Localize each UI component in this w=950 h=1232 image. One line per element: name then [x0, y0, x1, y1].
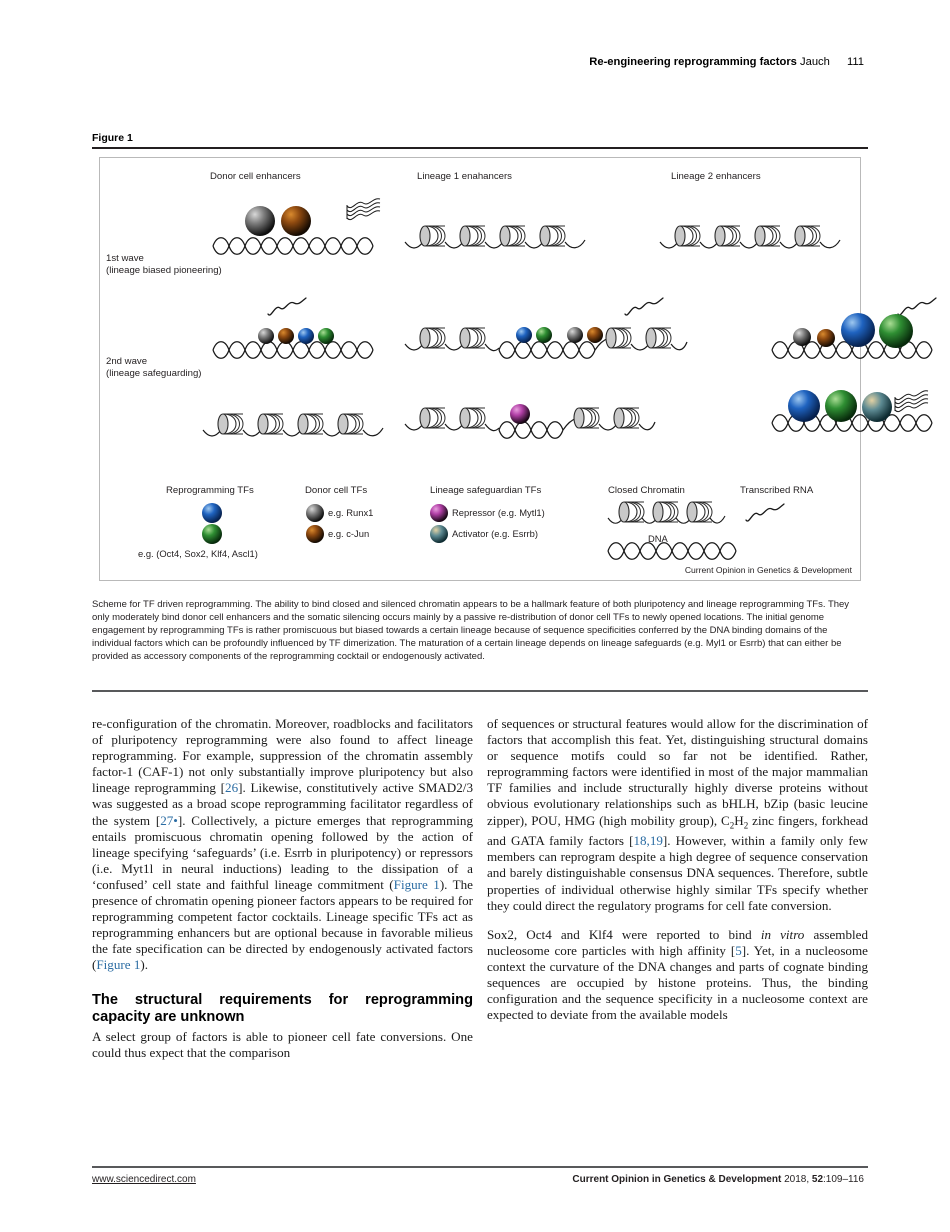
legend-dna-glyph	[608, 543, 736, 560]
citation-27[interactable]: 27•	[160, 812, 178, 828]
legend-title-donor-cell-tfs: Donor cell TFs	[305, 485, 368, 496]
wave-label-2-line2: (lineage safeguarding)	[106, 368, 202, 379]
rna-row2-lineage2	[898, 298, 936, 315]
sphere-row2-donor-green	[318, 328, 334, 344]
legend-title-lineage-safeguardian-tfs: Lineage safeguardian TFs	[430, 485, 542, 496]
figure-credit: Current Opinion in Genetics & Development	[684, 565, 852, 575]
right-paragraph-1	[487, 716, 868, 914]
legend-reprogramming-example: e.g. (Oct4, Sox2, Klf4, Ascl1)	[138, 548, 258, 559]
rna-bundle-row1	[347, 199, 380, 220]
sphere-row2-l2-grey	[793, 328, 811, 346]
legend-sphere-repressor	[430, 504, 448, 522]
figure-label: Figure 1	[92, 132, 133, 144]
sphere-row3-repressor-purple	[510, 404, 530, 424]
left-paragraph-2: A select group of factors is able to pioneer cell fate conversions. One could thus expect that the comparison	[92, 1028, 473, 1060]
sphere-row2-donor-brown	[278, 328, 294, 344]
footer-citation	[572, 1174, 864, 1185]
right-paragraph-2	[487, 927, 868, 1024]
wave-label-1-line1: 1st wave	[106, 253, 144, 264]
sphere-row2-l1-grey	[567, 327, 583, 343]
legend-label-dna: DNA	[648, 533, 668, 544]
legend-sphere-runx1	[306, 504, 324, 522]
running-head	[589, 56, 864, 68]
sphere-row2-l1-brown	[587, 327, 603, 343]
left-p1-c: ]. Collectively, a picture emerges that reprogramming entails promiscuous chromatin opening followed by the action of lineage specifying ‘safeguards’ (i.e. Esrrb in pluripotency) or repressors (i.e. Myt1l in neural inductions) leading to the dissipation of a ‘confused’ cell state and faithful lineage commitment (	[92, 812, 473, 892]
legend-item-runx1: e.g. Runx1	[328, 507, 374, 518]
figure-reference-1[interactable]: Figure 1	[393, 876, 440, 892]
wave-label-2-line1: 2nd wave	[106, 356, 148, 367]
legend-title-transcribed-rna: Transcribed RNA	[740, 485, 814, 496]
in-vitro-italic: in vitro	[760, 926, 805, 942]
body-column-left	[92, 716, 473, 1074]
sphere-donor-tf-grey	[245, 206, 275, 236]
figure-artwork	[100, 158, 862, 582]
footer-pages: :109–116	[823, 1174, 864, 1185]
row3-donor-chromatin	[203, 414, 383, 436]
legend-rna-glyph	[746, 504, 784, 521]
sphere-donor-tf-brown	[281, 206, 311, 236]
figure-column-header-lineage2: Lineage 2 enhancers	[671, 171, 761, 182]
legend-title-reprogramming-tfs: Reprogramming TFs	[166, 485, 254, 496]
citation-26[interactable]: 26	[225, 780, 239, 796]
legend-title-closed-chromatin: Closed Chromatin	[608, 485, 685, 496]
left-p1-d: ). The presence of chromatin opening pioneer factors appears to be required for reprogramming competent factor cocktails. Lineage specific TFs act as reprogramming enhancers but are optional because in favorable milieus the fate specification can be directed by endogenously activated factors (	[92, 876, 474, 973]
legend-item-activator: Activator (e.g. Esrrb)	[452, 528, 538, 539]
citation-18-19[interactable]: 18,19	[633, 833, 663, 849]
sphere-row2-donor-grey	[258, 328, 274, 344]
citation-5[interactable]: 5	[735, 942, 742, 958]
sphere-row2-donor-blue	[298, 328, 314, 344]
legend-sphere-reprogramming-blue	[202, 503, 222, 523]
sphere-row2-l2-blue	[841, 313, 875, 347]
footer-comma: ,	[806, 1174, 812, 1185]
caption-bottom-rule	[92, 690, 868, 692]
sphere-row2-l1-blue	[516, 327, 532, 343]
rna-bundle-row3	[895, 391, 928, 412]
footer-journal-name: Current Opinion in Genetics & Development	[572, 1174, 782, 1185]
legend-sphere-reprogramming-green	[202, 524, 222, 544]
footer-year: 2018	[784, 1174, 807, 1185]
left-p1-a: re-configuration of the chromatin. Moreover, roadblocks and facilitators of pluripotency reprogramming were also found to affect lineage reprogramming. For example, suppression of the chromatin assembly factor-1 (CAF-1) not only substantially improve pluripotency but also lineage reprogramming [	[92, 716, 473, 796]
legend-sphere-cjun	[306, 525, 324, 543]
figure-frame	[99, 157, 861, 581]
sphere-row3-l2-blue	[788, 390, 820, 422]
right-p2-a: Sox2, Oct4 and Klf4 were reported to bind	[487, 926, 761, 942]
right-p1-c: zinc fingers, forkhead and GATA family factors [	[487, 812, 868, 849]
row1-lineage2-chromatin	[660, 226, 840, 248]
right-p2-c: ]. Yet, in a nucleosome context the curvature of the DNA changes and parts of cognate binding sequences are occupied by histone proteins. Thus, the binding configuration and the sequence specificity in a nucleosome context are expected to deviate from the available models	[487, 942, 868, 1023]
body-column-right	[487, 716, 868, 1036]
figure-caption: Scheme for TF driven reprogramming. The ability to bind closed and silenced chromatin appears to be a hallmark feature of both pluripotency and lineage reprogramming TFs. They only moderately bind donor cell enhancers and the somatic silencing occurs mainly by a passive re-distribution of donor cell TFs to newly opened locations. The initial genome engagement by reprogramming TFs is rather promiscuous but biased towards a certain lineage because of sequence specificities conferred by the DNA binding domains of the individual factors which can be profoundly influenced by TF dimerization. The maturation of a certain lineage depends on lineage safeguards (e.g. Myl1 or Esrrb) that can either be provided as accessory components of the reprogramming cocktail or endogenously activated.	[92, 599, 850, 663]
right-sub-2a: 2	[729, 820, 735, 831]
section-heading: The structural requirements for reprogramming capacity are unknown	[92, 991, 473, 1025]
running-head-title: Re-engineering reprogramming factors	[589, 56, 797, 68]
sciencedirect-link[interactable]: www.sciencedirect.com	[92, 1174, 196, 1185]
sphere-row3-l2-green	[825, 390, 857, 422]
figure-column-header-donor: Donor cell enhancers	[210, 171, 301, 182]
footer-rule	[92, 1166, 868, 1168]
sphere-row2-l2-brown	[817, 329, 835, 347]
left-p1-e: ).	[140, 957, 149, 973]
left-p1-b: ]. Likewise, constitutively active SMAD2/3 was suggested as a broad scope reprogramming facilitator regardless of the system [	[92, 780, 473, 828]
sphere-row2-l2-green	[879, 314, 913, 348]
right-p1-b: H	[734, 812, 744, 828]
right-sub-2b: 2	[743, 820, 749, 831]
left-paragraph-1	[92, 716, 473, 974]
rna-row2-lineage1	[625, 298, 663, 315]
running-head-author: Jauch	[800, 56, 830, 68]
row1-donor-dna	[213, 238, 373, 255]
row1-lineage1-chromatin	[405, 226, 585, 248]
legend-item-repressor: Repressor (e.g. Mytl1)	[452, 507, 545, 518]
wave-label-1-line2: (lineage biased pioneering)	[106, 265, 222, 276]
footer-volume: 52	[811, 1174, 824, 1185]
row3-lineage1-chromatin	[405, 408, 655, 438]
figure-column-header-lineage1: Lineage 1 enahancers	[417, 171, 512, 182]
row2-donor-dna	[213, 342, 373, 359]
right-p1-a: of sequences or structural features would allow for the discrimination of factors that accomplish this feat. Yet, distinguishing structural domains or sequence motifs could so far not be identified. Rather, reprogramming factors were identified in most of the major mammalian TF families and include structurally highly diverse proteins without obvious evolutionary relationships such as bHLH, bZip (basic leucine zipper), POU, HMG (high mobility group), C	[487, 716, 868, 828]
figure-top-rule	[92, 147, 868, 149]
right-p1-d: ]. However, within a family only few members can reprogram despite a high degree of sequence conservation and barely distinguishable consensus DNA sequences. Therefore, subtle properties of individual otherwise highly similar TFs specify whether they could direct the regulatory programs for cell fate conversion.	[487, 833, 869, 913]
figure-reference-2[interactable]: Figure 1	[96, 957, 141, 973]
legend-sphere-activator	[430, 525, 448, 543]
right-p2-b: assembled nucleosome core particles with high affinity [	[487, 926, 868, 958]
rna-row2-donor	[268, 298, 306, 315]
sphere-row3-l2-activator	[862, 392, 892, 422]
legend-closed-chromatin-glyph	[608, 502, 725, 523]
page-number: 111	[846, 56, 864, 68]
legend-item-cjun: e.g. c-Jun	[328, 528, 370, 539]
sphere-row2-l1-green	[536, 327, 552, 343]
